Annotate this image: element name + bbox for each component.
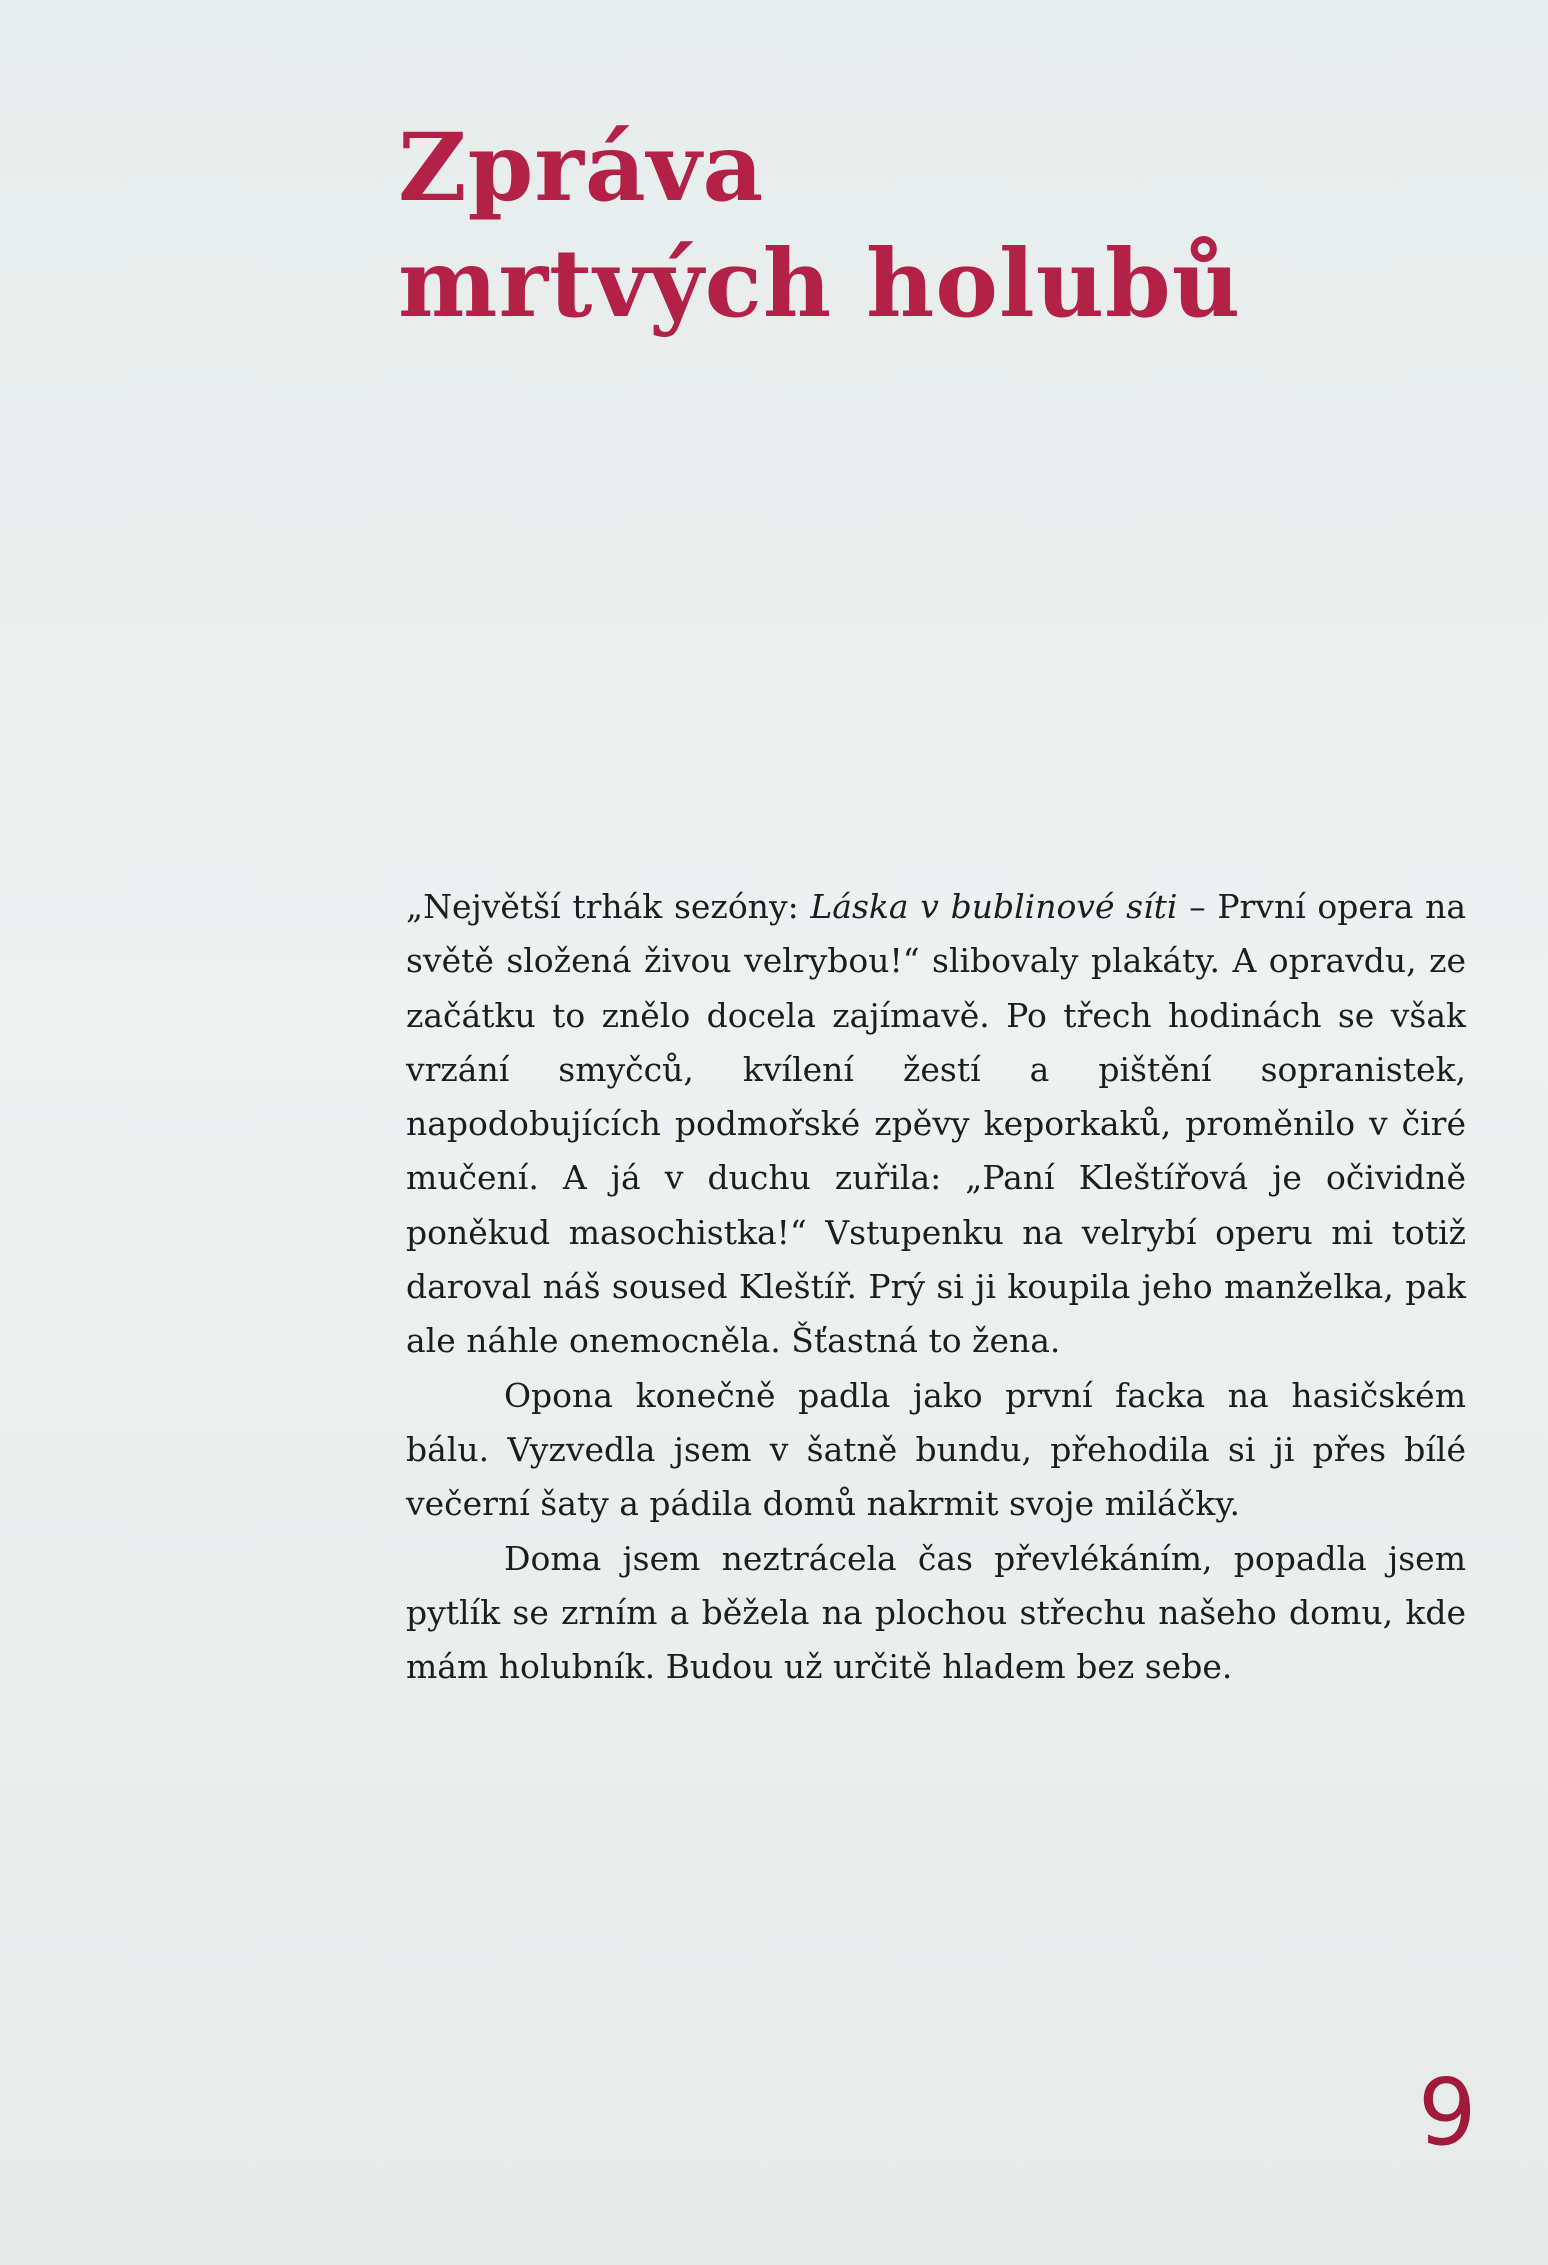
paragraph-1-intro: „Největší trhák sezóny:: [406, 887, 811, 926]
opera-title: Láska v bublinové síti: [810, 887, 1178, 926]
page-number: 9: [1418, 2059, 1477, 2166]
chapter-title-line-2: mrtvých holubů: [398, 229, 1242, 339]
chapter-title-line-1: Zpráva: [398, 113, 765, 223]
chapter-body: [406, 880, 1466, 1694]
paragraph-1: [406, 880, 1466, 1369]
paragraph-3: Doma jsem neztrácela čas převlékáním, popadla jsem pytlík se zrním a běžela na plochou střechu našeho domu, kde mám holubník. Budou už určitě hladem bez sebe.: [406, 1538, 1466, 1687]
paragraph-2: Opona konečně padla jako první facka na hasičském bálu. Vyzvedla jsem v šatně bundu, přehodila si ji přes bílé večerní šaty a pádila domů nakrmit svoje miláčky.: [406, 1375, 1466, 1524]
chapter-title: [398, 110, 1241, 342]
paragraph-1-rest: – První opera na světě složená živou velrybou!“ slibovaly plakáty. A opravdu, ze začátku to znělo docela zajímavě. Po třech hodinách se však vrzání smyčců, kvílení žestí a pištění sopranistek, napodobujících podmořské zpěvy keporkaků, proměnilo v čiré mučení. A já v duchu zuřila: „Paní Kleštířová je očividně poněkud masochistka!“ Vstupenku na velrybí operu mi totiž daroval náš soused Kleštíř. Prý si ji koupila jeho manželka, pak ale náhle onemocněla. Šťastná to žena.: [406, 887, 1466, 1361]
